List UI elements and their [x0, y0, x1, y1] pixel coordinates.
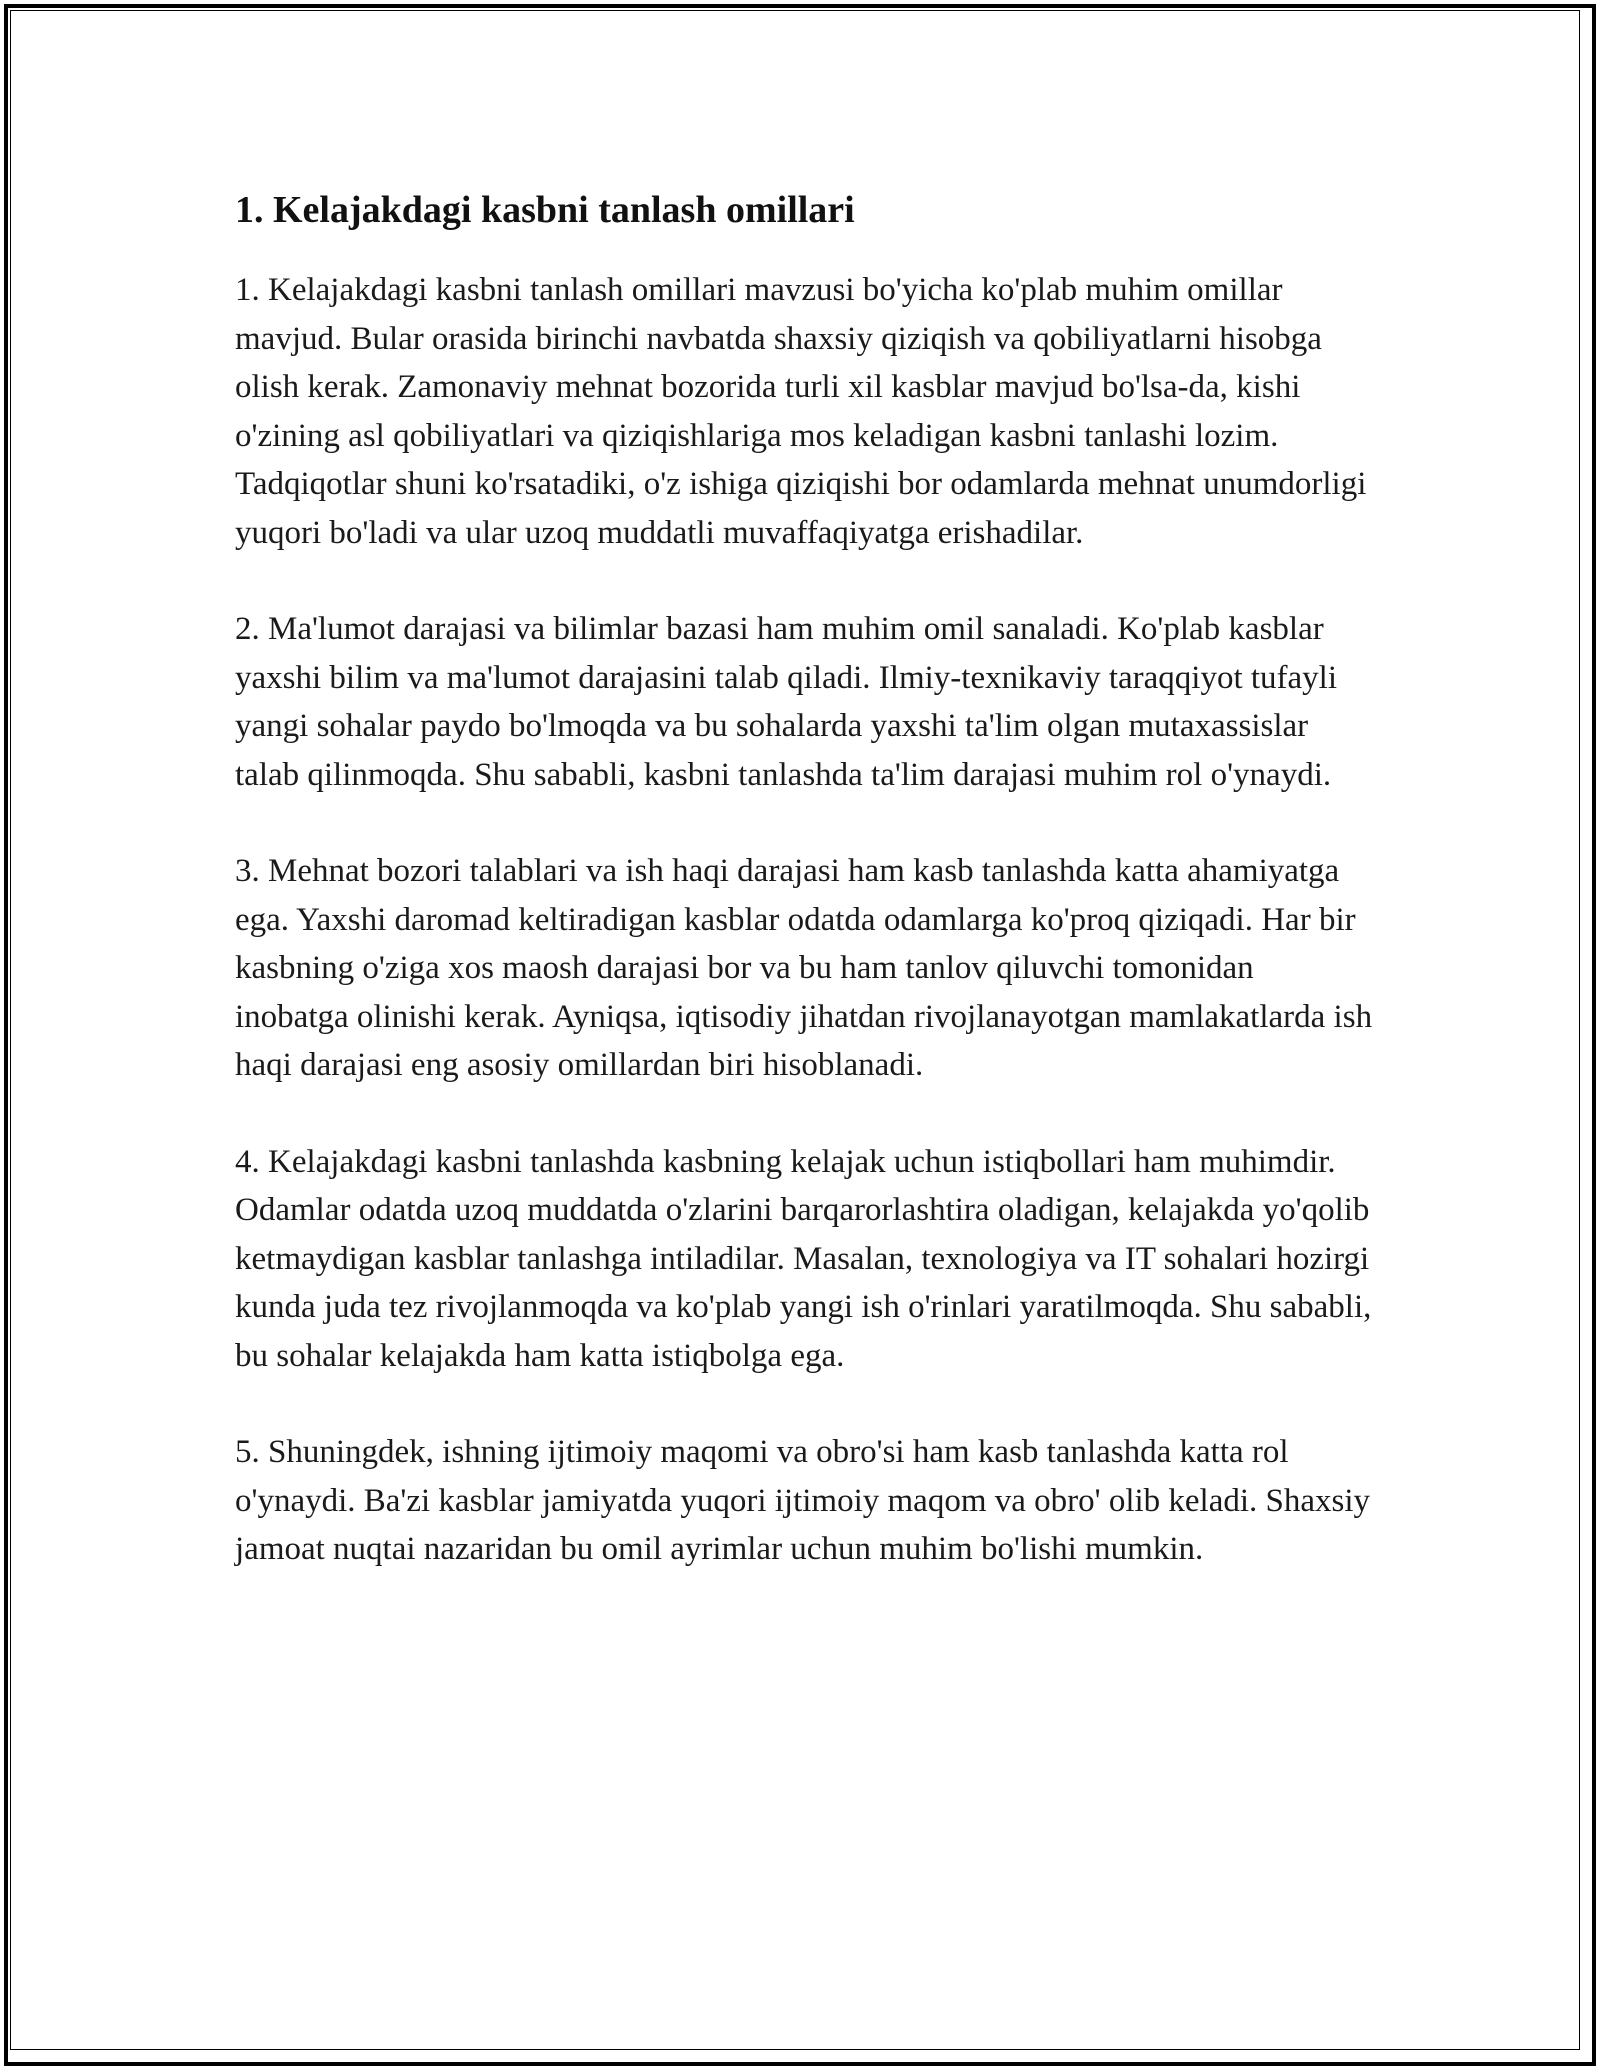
document-title: 1. Kelajakdagi kasbni tanlash omillari [235, 189, 855, 231]
paragraph-2: 2. Ma'lumot darajasi va bilimlar bazasi ham muhim omil sanaladi. Ko'plab kasblar yaxshi bilim va ma'lumot darajasini talab qiladi. Ilmiy-texnikaviy taraqqiyot tufayli yangi sohalar paydo bo'lmoqda va bu sohalarda yaxshi ta'lim olgan mutaxassislar talab qilinmoqda. Shu sababli, kasbni tanlashda ta'lim darajasi muhim rol o'ynaydi. [235, 611, 1338, 793]
paragraph-5: 5. Shuningdek, ishning ijtimoiy maqomi va obro'si ham kasb tanlashda katta rol o'ynaydi. Ba'zi kasblar jamiyatda yuqori ijtimoiy maqom va obro' olib keladi. Shaxsiy jamoat nuqtai nazaridan bu omil ayrimlar uchun muhim bo'lishi mumkin. [235, 1434, 1371, 1567]
paragraph-1: 1. Kelajakdagi kasbni tanlash omillari mavzusi bo'yicha ko'plab muhim omillar mavjud. Bular orasida birinchi navbatda shaxsiy qiziqish va qobiliyatlarni hisobga olish kerak. Zamonaviy mehnat bozorida turli xil kasblar mavjud bo'lsa-da, kishi o'zining asl qobiliyatlari va qiziqishlariga mos keladigan kasbni tanlashi lozim. Tadqiqotlar shuni ko'rsatadiki, o'z ishiga qiziqishi bor odamlarda mehnat unumdorligi yuqori bo'ladi va ular uzoq muddatli muvaffaqiyatga erishadilar. [235, 272, 1367, 551]
paragraph-3: 3. Mehnat bozori talablari va ish haqi darajasi ham kasb tanlashda katta ahamiyatga ega. Yaxshi daromad keltiradigan kasblar odatda odamlarga ko'proq qiziqadi. Har bir kasbning o'ziga xos maosh darajasi bor va bu ham tanlov qiluvchi tomonidan inobatga olinishi kerak. Ayniqsa, iqtisodiy jihatdan rivojlanayotgan mamlakatlarda ish haqi darajasi eng asosiy omillardan biri hisoblanadi. [235, 853, 1373, 1083]
document-body [235, 180, 1375, 1622]
paragraph-4: 4. Kelajakdagi kasbni tanlashda kasbning kelajak uchun istiqbollari ham muhimdir. Odamlar odatda uzoq muddatda o'zlarini barqarorlashtira oladigan, kelajakda yo'qolib ketmaydigan kasblar tanlashga intiladilar. Masalan, texnologiya va IT sohalari hozirgi kunda juda tez rivojlanmoqda va ko'plab yangi ish o'rinlari yaratilmoqda. Shu sababli, bu sohalar kelajakda ham katta istiqbolga ega. [235, 1143, 1372, 1374]
